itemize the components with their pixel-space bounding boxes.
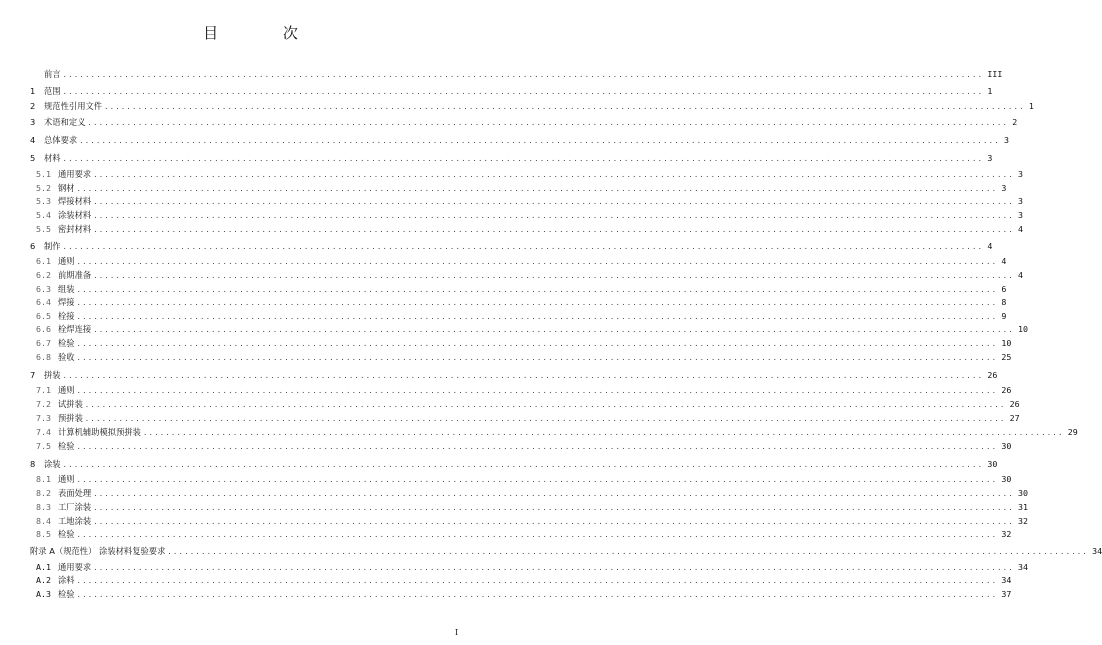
toc-entry-label: 检验: [58, 441, 75, 451]
toc-entry-page: 25: [1001, 352, 1012, 362]
dot-leader: ....................................................................................................................................................................: [76, 354, 998, 362]
toc-entry-page: 10: [1001, 338, 1012, 348]
toc-entry[interactable]: [30, 168, 1023, 180]
toc-entry-label: 通用要求: [58, 169, 92, 179]
dot-leader: ....................................................................................................................................................................: [93, 563, 1014, 572]
dot-leader: ....................................................................................................................................................................: [93, 517, 1014, 526]
toc-entry-label: 焊接材料: [58, 196, 92, 206]
toc-entry-label: 组装: [58, 283, 75, 294]
dot-leader: ....................................................................................................................................................................: [84, 415, 1006, 423]
toc-entry-number: 7.2: [36, 399, 51, 409]
toc-entry-number: A.3: [36, 589, 51, 599]
toc-entry-label: 表面处理: [58, 488, 92, 498]
toc-entry-label: 通则: [58, 385, 75, 395]
dot-leader: ....................................................................................................................................................................: [93, 326, 1014, 334]
toc-entry-page: 30: [987, 459, 998, 469]
dot-leader: ....................................................................................................................................................................: [93, 198, 1014, 206]
dot-leader: ....................................................................................................................................................................: [93, 212, 1014, 220]
dot-leader: ....................................................................................................................................................................: [93, 490, 1014, 498]
toc-entry-number: 8.1: [36, 474, 51, 484]
toc-entry-number: 3: [30, 117, 36, 127]
toc-entry-page: 4: [987, 241, 993, 251]
dot-leader: ....................................................................................................................................................................: [76, 184, 998, 193]
toc-entry-page: 34: [1017, 561, 1028, 572]
toc-entry[interactable]: [30, 574, 1012, 586]
toc-entry-page: 34: [1092, 546, 1102, 556]
toc-entry-label: 通用要求: [58, 561, 92, 572]
dot-leader: ....................................................................................................................................................................: [62, 372, 984, 380]
toc-entry-page: 3: [1003, 135, 1009, 145]
toc-entry-page: 32: [1001, 529, 1012, 539]
toc-entry-label: 制作: [44, 241, 61, 251]
toc-entry[interactable]: [30, 515, 1028, 527]
dot-leader: ....................................................................................................................................................................: [76, 476, 998, 484]
toc-title: 目 次: [203, 24, 328, 42]
toc-entry[interactable]: [30, 337, 1012, 349]
toc-entry-label: 栓接: [58, 310, 75, 321]
toc-entry-label: 前期准备: [58, 269, 92, 280]
toc-entry-page: 30: [1001, 441, 1012, 451]
toc-entry-number: 5.5: [36, 224, 51, 234]
toc-entry[interactable]: [30, 369, 998, 381]
dot-leader: ....................................................................................................................................................................: [76, 531, 998, 539]
toc-entry[interactable]: [30, 68, 1003, 80]
toc-entry-page: 3: [987, 153, 993, 163]
toc-entry-number: 6.8: [36, 352, 51, 362]
toc-entry[interactable]: [30, 473, 1012, 485]
toc-entry[interactable]: [30, 255, 1007, 267]
toc-entry-number: 6.5: [36, 310, 51, 321]
toc-entry-number: 6.6: [36, 324, 51, 334]
toc-entry-label: 涂装: [44, 459, 61, 469]
toc-entry-number: 7: [30, 370, 36, 380]
toc-entry-page: 37: [1001, 589, 1012, 599]
toc-entry-page: 3: [1017, 210, 1023, 220]
dot-leader: ....................................................................................................................................................................: [142, 429, 1064, 437]
toc-entry-number: 8.2: [36, 488, 51, 498]
toc-entry-page: 4: [1017, 224, 1023, 234]
toc-entry-label: 验收: [58, 352, 75, 362]
dot-leader: ....................................................................................................................................................................: [84, 401, 1006, 409]
toc-entry-page: 8: [1001, 297, 1007, 307]
dot-leader: ....................................................................................................................................................................: [76, 285, 998, 294]
toc-entry[interactable]: [30, 501, 1028, 513]
toc-entry-number: 8: [30, 459, 36, 469]
toc-entry-number: A.2: [36, 575, 51, 585]
toc-entry-label: 检验: [58, 529, 75, 539]
dot-leader: ....................................................................................................................................................................: [93, 503, 1014, 512]
toc-entry-label: 前言: [44, 69, 61, 79]
toc-entry[interactable]: [30, 310, 1007, 322]
toc-entry-page: 3: [1001, 182, 1007, 193]
toc-entry-label: 涂装材料: [58, 210, 92, 220]
dot-leader: ....................................................................................................................................................................: [93, 171, 1014, 179]
dot-leader: ....................................................................................................................................................................: [93, 271, 1014, 280]
toc-entry-label: 钢材: [58, 182, 75, 193]
toc-entry-label: 术语和定义: [44, 117, 86, 127]
toc-entry[interactable]: [30, 195, 1023, 207]
page-number: I: [455, 628, 459, 637]
toc-entry-number: 8.5: [36, 529, 51, 539]
toc-entry[interactable]: [30, 384, 1012, 396]
toc-entry[interactable]: [30, 412, 1020, 424]
toc-entry-number: 5.3: [36, 196, 51, 206]
dot-leader: ....................................................................................................................................................................: [62, 87, 984, 96]
toc-entry[interactable]: [30, 528, 1012, 540]
toc-entry-label: 通则: [58, 474, 75, 484]
toc-entry-number: 5.1: [36, 169, 51, 179]
toc-entry-page: 10: [1017, 324, 1028, 334]
toc-entry-label: 通则: [58, 256, 75, 266]
dot-leader: ....................................................................................................................................................................: [76, 591, 998, 599]
toc-entry-page: 30: [1001, 474, 1012, 484]
toc-entry-number: 5: [30, 153, 36, 163]
toc-entry[interactable]: [30, 152, 993, 164]
toc-entry[interactable]: [30, 296, 1007, 308]
toc-entry[interactable]: [30, 269, 1023, 281]
dot-leader: ....................................................................................................................................................................: [76, 443, 998, 451]
toc-entry-page: 26: [1001, 385, 1012, 395]
toc-entry[interactable]: [30, 134, 1009, 146]
toc-entry-number: 5.4: [36, 210, 51, 220]
toc-entry-page: 3: [1017, 169, 1023, 179]
toc-entry-page: 3: [1017, 196, 1023, 206]
dot-leader: ....................................................................................................................................................................: [62, 461, 984, 469]
toc-entry-number: 7.3: [36, 413, 51, 423]
dot-leader: ....................................................................................................................................................................: [76, 299, 998, 307]
toc-entry-number: 6.7: [36, 338, 51, 348]
toc-entry[interactable]: [30, 223, 1023, 235]
toc-entry[interactable]: [30, 240, 993, 252]
toc-entry-number: 6.4: [36, 297, 51, 307]
toc-entry[interactable]: [30, 182, 1007, 194]
toc-entry-page: 31: [1017, 501, 1028, 512]
dot-leader: ....................................................................................................................................................................: [62, 71, 984, 79]
dot-leader: ....................................................................................................................................................................: [62, 155, 984, 163]
toc-entry[interactable]: [30, 458, 998, 470]
toc-entry-page: 4: [1001, 256, 1007, 266]
toc-entry[interactable]: [30, 351, 1012, 363]
toc-entry-page: 27: [1009, 413, 1020, 423]
toc-entry-label: 栓焊连接: [58, 324, 92, 334]
toc-entry-page: 30: [1017, 488, 1028, 498]
toc-entry-page: 32: [1017, 515, 1028, 526]
dot-leader: ....................................................................................................................................................................: [62, 243, 984, 251]
toc-entry-page: 1: [987, 85, 993, 96]
dot-leader: ....................................................................................................................................................................: [76, 387, 998, 395]
toc-entry[interactable]: [30, 398, 1020, 410]
toc-entry-number: 6.1: [36, 256, 51, 266]
toc-entry-number: 8.3: [36, 501, 51, 512]
toc-entry-number: 6.2: [36, 269, 51, 280]
toc-entry-page: 34: [1001, 575, 1012, 585]
toc-entry-page: 26: [987, 370, 998, 380]
toc-entry-page: 2: [1012, 117, 1018, 127]
toc-entry[interactable]: [30, 426, 1078, 438]
toc-entry-number: 7.5: [36, 441, 51, 451]
toc-entry-number: 7.4: [36, 427, 51, 437]
toc-entry-label: 密封材料: [58, 224, 92, 234]
dot-leader: ....................................................................................................................................................................: [104, 103, 1025, 111]
dot-leader: ....................................................................................................................................................................: [79, 137, 1000, 145]
toc-entry-page: 4: [1017, 269, 1023, 280]
toc-entry-label: 工厂涂装: [58, 501, 92, 512]
toc-entry-number: 8.4: [36, 515, 51, 526]
toc-entry[interactable]: [30, 100, 1034, 112]
toc-entry-page: 1: [1028, 101, 1034, 111]
toc-entry[interactable]: [30, 440, 1012, 452]
toc-entry-label: 试拼装: [58, 399, 83, 409]
toc-entry[interactable]: [30, 116, 1018, 128]
dot-leader: ....................................................................................................................................................................: [167, 548, 1089, 556]
toc-entry-number: 4: [30, 135, 36, 145]
toc-entry-number: 2: [30, 101, 36, 111]
toc-entry[interactable]: [30, 545, 1102, 557]
toc-entry-label: 计算机辅助模拟预拼装: [58, 427, 141, 437]
toc-entry-label: 检验: [58, 589, 75, 599]
toc-entry-number: 5.2: [36, 182, 51, 193]
dot-leader: ....................................................................................................................................................................: [76, 258, 998, 266]
toc-entry-label: 规范性引用文件: [44, 101, 103, 111]
dot-leader: ....................................................................................................................................................................: [76, 340, 998, 348]
dot-leader: ....................................................................................................................................................................: [76, 577, 998, 585]
toc-entry-number: A.1: [36, 561, 51, 572]
toc-entry-page: 29: [1067, 427, 1078, 437]
toc-entry-page: 9: [1001, 310, 1007, 321]
toc-entry[interactable]: [30, 561, 1028, 573]
toc-entry-number: 6: [30, 241, 36, 251]
toc-entry[interactable]: [30, 209, 1023, 221]
toc-entry-label: 附录 A（规范性） 涂装材料复验要求: [30, 546, 166, 556]
toc-entry-label: 涂料: [58, 575, 75, 585]
toc-entry-page: 26: [1009, 399, 1020, 409]
toc-entry[interactable]: [30, 323, 1028, 335]
toc-entry-label: 工地涂装: [58, 515, 92, 526]
toc-entry-page: 6: [1001, 283, 1007, 294]
toc-entry[interactable]: [30, 588, 1012, 600]
toc-entry-number: 1: [30, 85, 36, 96]
toc-entry-page: III: [987, 69, 1003, 79]
toc-entry-label: 检验: [58, 338, 75, 348]
toc-entry[interactable]: [30, 85, 993, 97]
toc-entry-label: 材料: [44, 153, 61, 163]
toc-entry-label: 总体要求: [44, 135, 78, 145]
toc-entry[interactable]: [30, 487, 1028, 499]
toc-entry-number: 7.1: [36, 385, 51, 395]
toc-entry[interactable]: [30, 283, 1007, 295]
toc-entry-label: 范围: [44, 85, 61, 96]
toc-entry-label: 预拼装: [58, 413, 83, 423]
dot-leader: ....................................................................................................................................................................: [87, 119, 1009, 127]
toc-entry-label: 拼装: [44, 370, 61, 380]
toc-entry-number: 6.3: [36, 283, 51, 294]
toc-entry-label: 焊接: [58, 297, 75, 307]
dot-leader: ....................................................................................................................................................................: [93, 226, 1014, 234]
dot-leader: ....................................................................................................................................................................: [76, 312, 998, 321]
